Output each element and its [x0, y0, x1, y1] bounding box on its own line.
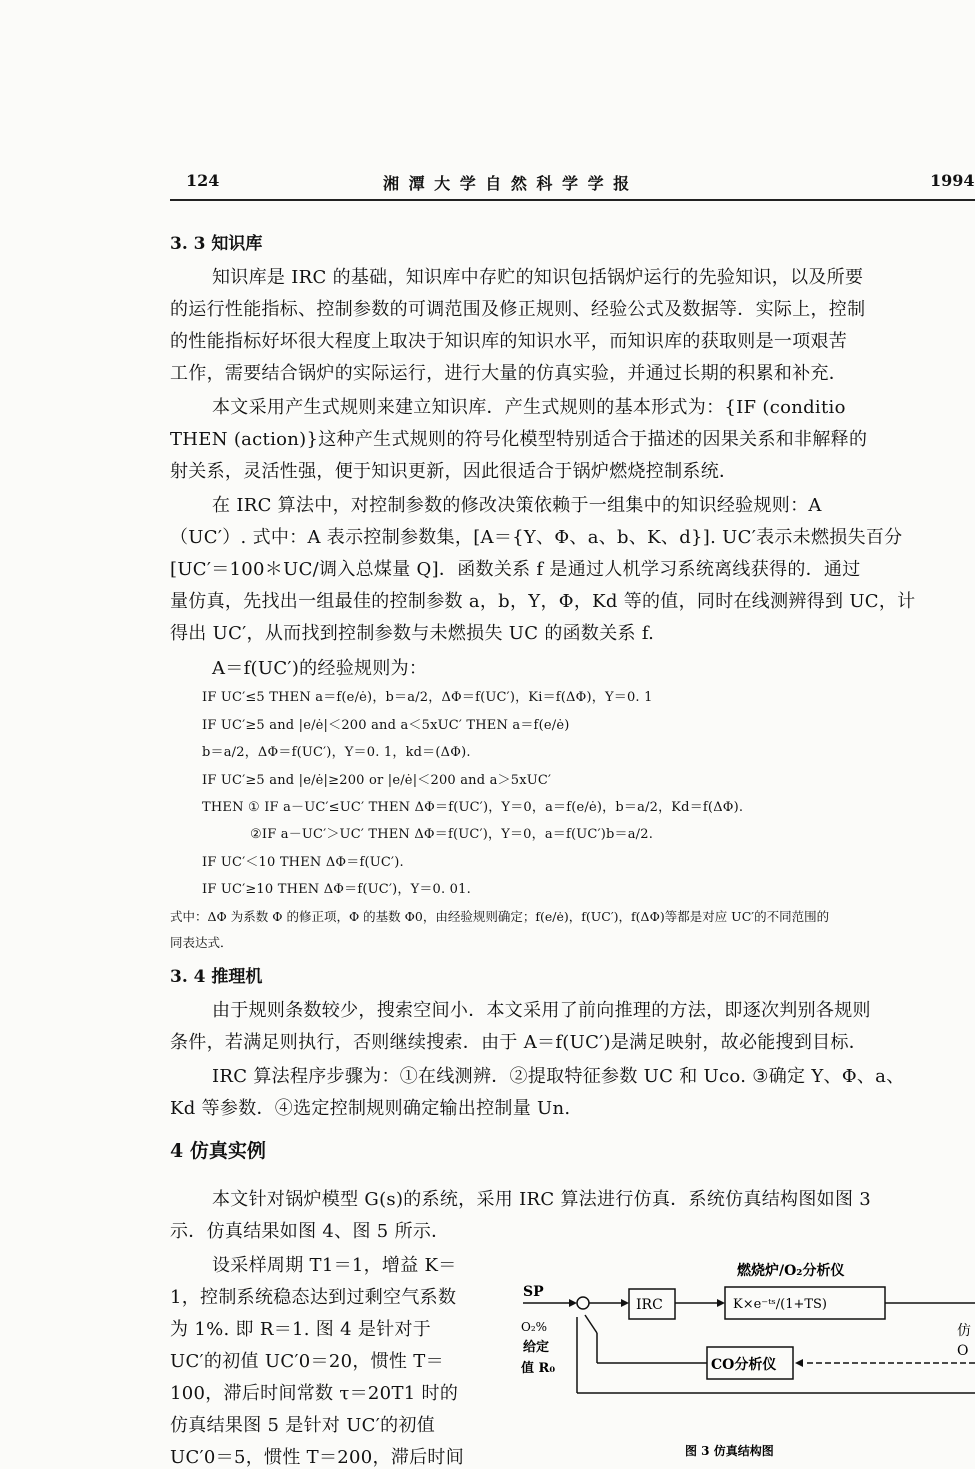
- arrow-head: [569, 1299, 577, 1307]
- right-edge-label: 仿: [957, 1323, 971, 1339]
- paragraph-line: 知识库是 IRC 的基础，知识库中存贮的知识包括锅炉运行的先验知识，以及所要: [212, 267, 864, 288]
- paragraph-line: 得出 UC′，从而找到控制参数与未燃损失 UC 的函数关系 f.: [170, 623, 655, 644]
- rule-line: IF UC′≤5 THEN a＝f(e/ė)，b＝a/2，ΔΦ＝f(UC′)，Ki＝f(ΔΦ)，Υ＝0. 1: [202, 690, 653, 705]
- paragraph-line: 本文采用产生式规则来建立知识库．产生式规则的基本形式为：{IF (conditio: [212, 397, 846, 418]
- paragraph-line: IRC 算法程序步骤为：①在线测辨．②提取特征参数 UC 和 Uco. ③确定 Υ、Φ、a、: [212, 1066, 905, 1087]
- left-column-line: 设采样周期 T1＝1，增益 K＝: [212, 1255, 457, 1276]
- year: 1994: [930, 171, 975, 190]
- paragraph-line: 的性能指标好坏很大程度上取决于知识库的知识水平，而知识库的获取则是一项艰苦: [170, 331, 848, 352]
- sp-label: SP: [523, 1284, 544, 1300]
- paragraph-line: [UC′＝100＊UC/调入总煤量 Q]．函数关系 f 是通过人机学习系统离线获得的．通过: [170, 559, 861, 580]
- rule-line: ②IF a－UC′＞UC′ THEN ΔΦ＝f(UC′)，Υ＝0，a＝f(UC′)b＝a/2.: [250, 827, 654, 842]
- arrow-head: [795, 1359, 803, 1367]
- paragraph-line: THEN (action)}这种产生式规则的符号化模型特别适合于描述的因果关系和非解释的: [170, 429, 868, 450]
- figure-3-diagram: [515, 1255, 975, 1457]
- rule-line: IF UC′＜10 THEN ΔΦ＝f(UC′).: [202, 855, 404, 870]
- figure-caption: 图 3 仿真结构图: [685, 1444, 774, 1457]
- rule-line: IF UC′≥10 THEN ΔΦ＝f(UC′)，Υ＝0. 01.: [202, 882, 471, 897]
- arrow-head: [717, 1299, 725, 1307]
- page-number: 124: [186, 171, 220, 190]
- rule-line: IF UC′≥5 and |e/ė|＜200 and a＜5xUC′ THEN a＝f(e/ė): [202, 718, 570, 733]
- co-analyser-label: CO分析仪: [711, 1357, 777, 1373]
- value-label: 值 R₀: [521, 1361, 556, 1376]
- o2-label: O₂%: [521, 1320, 548, 1334]
- paragraph-line: A＝f(UC′)的经验规则为：: [212, 658, 428, 679]
- summing-junction: [577, 1297, 589, 1309]
- section-3-3-heading: 3. 3 知识库: [170, 234, 263, 254]
- rule-line: b＝a/2，ΔΦ＝f(UC′)，Υ＝0. 1，kd＝(ΔΦ).: [202, 745, 471, 760]
- paragraph-line: 在 IRC 算法中，对控制参数的修改决策依赖于一组集中的知识经验规则：A: [212, 495, 822, 516]
- feedback-line: [585, 1315, 597, 1333]
- paragraph-line: Kd 等参数．④选定控制规则确定输出控制量 Un.: [170, 1098, 571, 1119]
- right-edge-label: O: [957, 1343, 969, 1359]
- left-column-line: 100，滞后时间常数 τ＝20T1 时的: [170, 1383, 459, 1404]
- paragraph-line: 射关系，灵活性强，便于知识更新，因此很适合于锅炉燃烧控制系统．: [170, 461, 738, 482]
- paragraph-line: 示．仿真结果如图 4、图 5 所示．: [170, 1221, 450, 1242]
- given-label: 给定: [523, 1340, 550, 1355]
- left-column-line: 1，控制系统稳态达到过剩空气系数: [170, 1287, 457, 1308]
- paragraph-line: 的运行性能指标、控制参数的可调范围及修正规则、经验公式及数据等．实际上，控制: [170, 299, 866, 320]
- left-column-line: 仿真结果图 5 是针对 UC′的初值: [170, 1415, 436, 1436]
- figure-group-label: 燃烧炉/O₂分析仪: [737, 1263, 845, 1279]
- arrow-head: [621, 1299, 629, 1307]
- left-column-line: 为 1%. 即 R＝1. 图 4 是针对于: [170, 1319, 432, 1340]
- paragraph-line: 本文针对锅炉模型 G(s)的系统，采用 IRC 算法进行仿真．系统仿真结构图如图 3: [212, 1189, 872, 1210]
- plant-transfer-label: K×e⁻ᵗˢ/(1+TS): [733, 1297, 828, 1312]
- left-column-line: UC′的初值 UC′0＝20，惯性 T＝: [170, 1351, 444, 1372]
- left-column-line: UC′0＝5，惯性 T＝200，滞后时间: [170, 1447, 465, 1468]
- paragraph-line: 工作，需要结合锅炉的实际运行，进行大量的仿真实验，并通过长期的积累和补充．: [170, 363, 848, 384]
- header-rule: [170, 199, 975, 201]
- section-3-4-heading: 3. 4 推理机: [170, 967, 263, 987]
- section-4-heading: 4 仿真实例: [170, 1140, 266, 1162]
- journal-title: 湘 潭 大 学 自 然 科 学 学 报: [383, 174, 632, 193]
- rule-note: 同表达式．: [170, 935, 233, 950]
- rule-line: THEN ① IF a－UC′≤UC′ THEN ΔΦ＝f(UC′)，Υ＝0，a＝f(e/ė)，b＝a/2，Kd＝f(ΔΦ).: [202, 800, 744, 815]
- rule-note: 式中：ΔΦ 为系数 Φ 的修正项，Φ 的基数 Φ0，由经验规则确定；f(e/ė)，f(UC′)，f(ΔΦ)等都是对应 UC′的不同范围的: [170, 909, 830, 924]
- paragraph-line: （UC′）. 式中：A 表示控制参数集，[A＝{Υ、Φ、a、b、K、d}]. UC′表示未燃损失百分: [170, 527, 903, 548]
- paragraph-line: 条件，若满足则执行，否则继续搜索．由于 A＝f(UC′)是满足映射，故必能搜到目标．: [170, 1032, 868, 1053]
- paragraph-line: 由于规则条数较少，搜索空间小．本文采用了前向推理的方法，即逐次判别各规则: [212, 1000, 871, 1021]
- paragraph-line: 量仿真，先找出一组最佳的控制参数 a，b，Υ，Φ，Kd 等的值，同时在线测辨得到 UC，计: [170, 591, 916, 612]
- irc-label: IRC: [636, 1297, 663, 1313]
- rule-line: IF UC′≥5 and |e/ė|≥200 or |e/ė|＜200 and a＞5xUC′: [202, 773, 552, 788]
